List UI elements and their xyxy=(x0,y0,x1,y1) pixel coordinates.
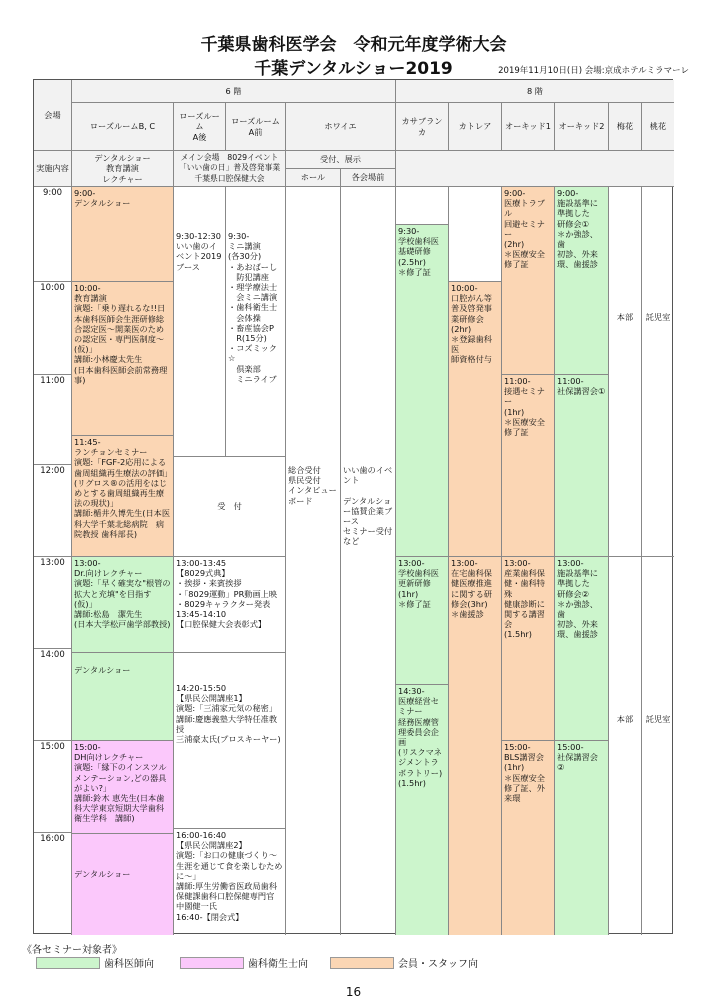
event-cell: 9:00- デンタルショー xyxy=(71,186,173,281)
room-header: ローズルーム A前 xyxy=(225,102,285,150)
legend-swatch xyxy=(180,957,244,969)
time-label: 9:00 xyxy=(34,186,71,281)
event-cell: 9:00- 施設基準に 準拠した 研修会① ＊か強診、歯 初診、外来 環、歯援診 xyxy=(554,186,608,374)
event-cell: 16:00-16:40 【県民公開講座2】 演題:「お口の健康づくり～生涯を通じて食を楽しむために～」 講師:厚生労働省医政局歯科保健課歯科口腔保健専門官 中園健一氏 16:40-【閉会式】 xyxy=(173,828,285,935)
page-subtitle: 千葉デンタルショー2019 xyxy=(254,59,453,79)
page-number: 16 xyxy=(345,985,362,999)
room-header: オーキッド1 xyxy=(501,102,554,150)
event-cell: デンタルショー xyxy=(71,833,173,935)
room-header: ローズルーム A後 xyxy=(173,102,225,150)
event-cell: 9:30-12:30 いい歯のイベント2019 ブース xyxy=(173,186,225,456)
time-label: 11:00 xyxy=(34,374,71,464)
floor8-header: 8 階 xyxy=(395,80,674,102)
time-label: 12:00 xyxy=(34,464,71,556)
event-cell: 13:00- 在宅歯科保 健医療推進 に関する研 修会(3hr) ＊歯援診 xyxy=(448,556,501,935)
time-label: 10:00 xyxy=(34,281,71,374)
time-label: 13:00 xyxy=(34,556,71,648)
time-label: 14:00 xyxy=(34,648,71,740)
subheader-rosea: メイン会場 8029イベント 「いい歯の日」普及啓発事業 千葉県口腔保健大会 xyxy=(173,150,285,186)
front-cell: いい歯のイベント デンタルショー協賛企業ブース セミナー受付など xyxy=(340,186,395,935)
venue-header: 会場 xyxy=(34,80,71,150)
room-header: 桃花 xyxy=(641,102,674,150)
event-cell: 10:00- 教育講演 演題:「乗り遅れるな!!日本歯科医師会生涯研修総合認定医～開業医のための認定医・専門医制度～(仮)」 講師:小林慶太先生 (日本歯科医師会前常務理事) xyxy=(71,281,173,435)
event-cell: 14:30- 医療経営セミナー 経務医療管理委員会企画 (リスクマネジメントラボラトリー) (1.5hr) xyxy=(395,684,448,935)
event-cell: デンタルショー xyxy=(71,652,173,740)
hq-cell: 本部 xyxy=(608,186,641,556)
event-cell: 13:00- Dr.向けレクチャー 演題:「早く確実な"根管の拡大と充填"を目指す(仮)」 講師:松島 潔先生 (日本大学松戸歯学部教授) xyxy=(71,556,173,652)
schedule-table xyxy=(33,79,673,934)
legend-item xyxy=(330,955,478,970)
time-label: 16:00 xyxy=(34,832,71,935)
event-cell: 9:00- 医療トラブル 回避セミナー (2hr) ＊医療安全 修了証 xyxy=(501,186,554,374)
legend-item xyxy=(36,955,154,970)
reception-cell: 受 付 xyxy=(173,456,285,556)
room-header: ローズルームB, C xyxy=(71,102,173,150)
event-cell: 11:00- 社保講習会① xyxy=(554,374,608,556)
subheader-rosebc: デンタルショー 教育講演 レクチャー xyxy=(71,150,173,186)
event-cell: 11:45- ランチョンセミナー 演題:「FGF-2応用による歯周組織再生療法の評価」(リグロス®の活用をはじめとする歯周組織再生療法の現状)」 講師:楯井久博先生(日本医科大学千葉北総病院 病院教授 歯科部長) xyxy=(71,435,173,556)
subheader-front: 各会場前 xyxy=(340,168,395,186)
hall-cell: 総合受付 県民受付 インタビューボード xyxy=(285,186,340,935)
date-venue: 2019年11月10日(日) 会場:京成ホテルミラマーレ xyxy=(498,66,689,76)
event-cell: 13:00-13:45 【8029式典】 ・挨拶・来賓挨拶 ・「8029運動」PR動画上映 ・8029キャラクター発表 13:45-14:10 【口腔保健大会表彰式】 xyxy=(173,556,285,652)
room-header: カトレア xyxy=(448,102,501,150)
legend-swatch xyxy=(330,957,394,969)
time-label: 15:00 xyxy=(34,740,71,832)
legend-label: 歯科医師向 xyxy=(104,959,154,970)
event-cell: 13:00- 学校歯科医 更新研修 (1hr) ＊修了証 xyxy=(395,556,448,684)
legend-label: 会員・スタッフ向 xyxy=(398,959,478,970)
subheader-hall: ホール xyxy=(285,168,340,186)
event-cell: 11:00- 接遇セミナー (1hr) ＊医療安全 修了証 xyxy=(501,374,554,556)
empty-cell xyxy=(448,186,501,281)
room-header: ホワイエ xyxy=(285,102,395,150)
subheader-foyer: 受付、展示 xyxy=(285,150,395,168)
event-cell: 15:00- 社保講習会 ② xyxy=(554,740,608,935)
event-cell: 9:30- 学校歯科医 基礎研修 (2.5hr) ＊修了証 xyxy=(395,224,448,556)
room-header: オーキッド2 xyxy=(554,102,608,150)
event-cell: 10:00- 口腔がん等 普及啓発事 業研修会 (2hr) ＊登録歯科医 師資格付与 xyxy=(448,281,501,556)
legend-label: 歯科衛生士向 xyxy=(248,959,308,970)
room-header: カサブランカ xyxy=(395,102,448,150)
legend-title: 《各セミナー対象者》 xyxy=(22,945,122,956)
hq-cell: 本部 xyxy=(608,556,641,935)
childcare-cell: 託児室 xyxy=(641,186,674,556)
floor6-header: 6 階 xyxy=(71,80,395,102)
event-cell: 9:30- ミニ講演 (各30分) ・あおばーし 防犯講座 ・理学療法士 会ミニ講演 ・歯科衛生士 会体操 ・畜産協会P R(15分) ・コズミック☆ 倶楽部 ミニライブ xyxy=(225,186,285,456)
page-title: 千葉県歯科医学会 令和元年度学術大会 xyxy=(200,35,507,55)
childcare-cell: 託児室 xyxy=(641,556,674,935)
content-header: 実施内容 xyxy=(34,150,71,186)
subheader-empty xyxy=(395,150,674,186)
event-cell: 15:00- DH向けレクチャー 演題:「縁下のインスツルメンテーション,どの器具がよい?」 講師:鈴木 恵先生(日本歯科大学東京短期大学歯科衛生学科 講師) xyxy=(71,740,173,833)
event-cell: 14:20-15:50 【県民公開講座1】 演題:「三浦家元気の秘密」 講師:慶應義塾大学特任准教授 三浦豪太氏(プロスキーヤー) xyxy=(173,652,285,828)
event-cell: 13:00- 産業歯科保 健・歯科特殊 健康診断に 関する講習 会 (1.5hr) xyxy=(501,556,554,740)
legend-item xyxy=(180,955,308,970)
event-cell: 13:00- 施設基準に 準拠した 研修会② ＊か強診、歯 初診、外来 環、歯援診 xyxy=(554,556,608,740)
event-cell: 15:00- BLS講習会 (1hr) ＊医療安全 修了証、外 来環 xyxy=(501,740,554,935)
empty-cell xyxy=(395,186,448,224)
room-header: 梅花 xyxy=(608,102,641,150)
legend-swatch xyxy=(36,957,100,969)
